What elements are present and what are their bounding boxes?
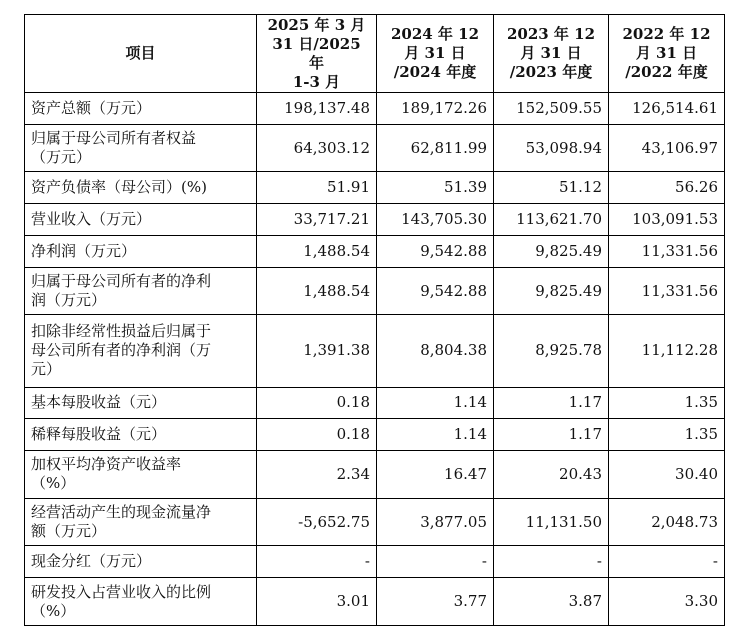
row-label-line: （万元）	[31, 148, 92, 167]
header-line: 月 31 日	[404, 44, 466, 62]
row-value: 33,717.21	[257, 204, 377, 236]
row-value: -	[377, 546, 494, 578]
table-body	[25, 93, 725, 626]
header-line: /2024 年度	[393, 63, 477, 81]
row-label	[25, 498, 257, 546]
row-value: -	[257, 546, 377, 578]
row-value: 43,106.97	[609, 124, 725, 172]
row-label	[25, 267, 257, 315]
row-value: 1,391.38	[257, 315, 377, 387]
row-value: 3.87	[494, 578, 609, 626]
row-label	[25, 236, 257, 268]
header-col-2022	[609, 15, 725, 93]
row-value: 8,925.78	[494, 315, 609, 387]
row-label	[25, 124, 257, 172]
row-label-line: 稀释每股收益（元）	[31, 425, 167, 444]
row-value: 53,098.94	[494, 124, 609, 172]
row-label-line: 额（万元）	[31, 522, 107, 541]
row-label-line: 营业收入（万元）	[31, 210, 152, 229]
row-value: 51.91	[257, 172, 377, 204]
row-label	[25, 387, 257, 419]
row-value: 11,131.50	[494, 498, 609, 546]
row-value: -	[494, 546, 609, 578]
header-col-2024	[377, 15, 494, 93]
row-value: 64,303.12	[257, 124, 377, 172]
row-value: 11,331.56	[609, 267, 725, 315]
row-value: 51.39	[377, 172, 494, 204]
row-value: 1,488.54	[257, 236, 377, 268]
row-label	[25, 172, 257, 204]
row-value: -5,652.75	[257, 498, 377, 546]
row-label	[25, 204, 257, 236]
row-value: 56.26	[609, 172, 725, 204]
table-row	[25, 267, 725, 315]
table-row	[25, 419, 725, 451]
row-value: 1.17	[494, 387, 609, 419]
row-value: 198,137.48	[257, 93, 377, 125]
table-row	[25, 315, 725, 387]
row-label-line: 经营活动产生的现金流量净	[31, 503, 212, 522]
header-line: 月 31 日	[635, 44, 698, 62]
row-label-line: 净利润（万元）	[31, 241, 137, 260]
header-row	[25, 15, 725, 93]
row-value: 1.14	[377, 419, 494, 451]
row-value: 1.35	[609, 387, 725, 419]
row-label-line: 元）	[31, 360, 62, 379]
row-label-line: 扣除非经常性损益后归属于	[31, 322, 212, 341]
row-label	[25, 451, 257, 499]
row-value: 3.77	[377, 578, 494, 626]
row-value: 0.18	[257, 387, 377, 419]
header-line: 2024 年 12	[390, 25, 480, 43]
row-value: 11,331.56	[609, 236, 725, 268]
row-label-line: 润（万元）	[31, 291, 107, 310]
table-row	[25, 172, 725, 204]
header-line: 2023 年 12	[506, 25, 596, 43]
table-row	[25, 124, 725, 172]
row-label-line: 资产总额（万元）	[31, 98, 152, 117]
row-value: 16.47	[377, 451, 494, 499]
row-value: 126,514.61	[609, 93, 725, 125]
table-row	[25, 451, 725, 499]
table-row	[25, 578, 725, 626]
header-line: 31 日/2025 年	[272, 34, 361, 72]
row-label	[25, 546, 257, 578]
header-line: 月 31 日	[520, 44, 582, 62]
row-value: 30.40	[609, 451, 725, 499]
row-value: 1.35	[609, 419, 725, 451]
row-value: 3.01	[257, 578, 377, 626]
row-label-line: 资产负债率（母公司）(%)	[31, 178, 207, 197]
row-value: 1.14	[377, 387, 494, 419]
row-value: 11,112.28	[609, 315, 725, 387]
table-row	[25, 387, 725, 419]
row-label-line: （%）	[31, 601, 76, 620]
row-label-line: 母公司所有者的净利润（万	[31, 341, 212, 360]
row-label-line: 归属于母公司所有者权益	[31, 129, 197, 148]
header-line: 1-3 月	[292, 72, 341, 91]
row-value: 3,877.05	[377, 498, 494, 546]
table-row	[25, 204, 725, 236]
header-line: 2025 年 3 月	[267, 15, 366, 34]
row-value: 2.34	[257, 451, 377, 499]
row-value: 62,811.99	[377, 124, 494, 172]
row-value: 113,621.70	[494, 204, 609, 236]
row-value: 2,048.73	[609, 498, 725, 546]
header-item: 项目	[25, 15, 257, 93]
header-col-2023	[494, 15, 609, 93]
table-row	[25, 93, 725, 125]
row-label	[25, 93, 257, 125]
row-value: 9,825.49	[494, 267, 609, 315]
row-value: 9,542.88	[377, 267, 494, 315]
row-label-line: （%）	[31, 474, 76, 493]
row-label	[25, 315, 257, 387]
row-value: 9,542.88	[377, 236, 494, 268]
table-row	[25, 236, 725, 268]
table-row	[25, 546, 725, 578]
row-label-line: 加权平均净资产收益率	[31, 455, 182, 474]
row-label-line: 现金分红（万元）	[31, 552, 152, 571]
row-value: 3.30	[609, 578, 725, 626]
row-value: 9,825.49	[494, 236, 609, 268]
row-value: 152,509.55	[494, 93, 609, 125]
row-value: -	[609, 546, 725, 578]
row-value: 189,172.26	[377, 93, 494, 125]
row-label-line: 研发投入占营业收入的比例	[31, 582, 212, 601]
row-value: 143,705.30	[377, 204, 494, 236]
row-value: 8,804.38	[377, 315, 494, 387]
row-value: 103,091.53	[609, 204, 725, 236]
row-label-line: 归属于母公司所有者的净利	[31, 272, 212, 291]
row-label	[25, 419, 257, 451]
header-line: /2022 年度	[625, 63, 708, 81]
row-value: 1.17	[494, 419, 609, 451]
row-value: 51.12	[494, 172, 609, 204]
row-value: 0.18	[257, 419, 377, 451]
header-line: 2022 年 12	[622, 25, 711, 43]
header-line: /2023 年度	[509, 63, 593, 81]
financial-summary-table	[24, 14, 725, 626]
row-value: 20.43	[494, 451, 609, 499]
row-value: 1,488.54	[257, 267, 377, 315]
row-label-line: 基本每股收益（元）	[31, 393, 167, 412]
table-row	[25, 498, 725, 546]
row-label	[25, 578, 257, 626]
header-col-2025q1	[257, 15, 377, 93]
